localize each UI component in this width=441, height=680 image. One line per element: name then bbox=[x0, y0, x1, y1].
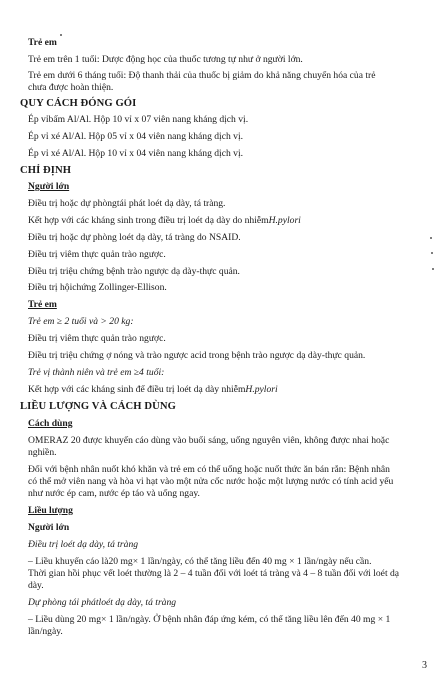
subheading-adults: Người lớn bbox=[28, 181, 70, 192]
packaging-item: Ép vỉbấm Al/Al. Hộp 10 vỉ x 07 viên nang kháng dịch vị. bbox=[28, 114, 249, 125]
indication-item: Điều trị hoặc dự phòng loét dạ dày, tá tràng do NSAID. bbox=[28, 232, 241, 243]
subheading-administration: Cách dùng bbox=[28, 418, 73, 429]
dosage-topic: Dự phòng tái phátloét dạ dày, tá tràng bbox=[28, 597, 177, 608]
dosage-item: – Liều khuyến cáo là20 mg× 1 lần/ngày, có thể tăng liều đến 40 mg × 1 lần/ngày nếu cần. bbox=[28, 556, 372, 567]
paragraph: Trẻ em trên 1 tuổi: Dược động học của thuốc tương tự như ở người lớn. bbox=[28, 54, 303, 65]
paragraph: có thể mở viên nang và hòa vi hạt vào một nửa cốc nước hoặc một lượng nước có tính acid yếu bbox=[28, 476, 394, 487]
paragraph: OMERAZ 20 được khuyến cáo dùng vào buổi sáng, uống nguyên viên, không được nhai hoặc bbox=[28, 435, 390, 446]
dosage-topic: Điều trị loét dạ dày, tá tràng bbox=[28, 539, 139, 550]
indication-item: Điều trị hoặc dự phòngtái phát loét dạ dày, tá tràng. bbox=[28, 198, 226, 209]
paragraph: chưa được hoàn thiện. bbox=[28, 82, 114, 93]
scan-speck bbox=[60, 34, 62, 36]
scan-speck bbox=[430, 237, 432, 239]
dosage-item: Thời gian hồi phục vết loét thường là 2 – 4 tuần đối với loét tá tràng và 4 – 8 tuần đối với loét dạ bbox=[28, 568, 400, 579]
indication-item: Điều trị hộichứng Zollinger-Ellison. bbox=[28, 282, 167, 293]
scan-speck bbox=[431, 252, 433, 254]
scan-speck bbox=[432, 268, 434, 270]
page-number: 3 bbox=[422, 660, 427, 671]
indication-item: Kết hợp với các kháng sinh trong điều trị loét dạ dày do nhiễmH.pylori bbox=[28, 215, 301, 226]
subheading-dosage: Liều lượng bbox=[28, 505, 73, 516]
age-criterion: Trẻ em ≥ 2 tuổi và > 20 kg: bbox=[28, 316, 134, 327]
dosage-item: – Liều dùng 20 mg× 1 lần/ngày. Ở bệnh nhân đáp ứng kém, có thể tăng liều lên đến 40 mg × 1 bbox=[28, 614, 391, 625]
indication-item: Điều trị triệu chứng ợ nóng và trào ngược acid trong bệnh trào ngược dạ dày-thực quản. bbox=[28, 350, 366, 361]
paragraph: nghiền. bbox=[28, 447, 57, 458]
indication-item: Điều trị triệu chứng bệnh trào ngược dạ dày-thực quản. bbox=[28, 266, 240, 277]
age-criterion: Trẻ vị thành niên và trẻ em ≥4 tuổi: bbox=[28, 367, 165, 378]
subheading-children: Trẻ em bbox=[28, 299, 57, 310]
section-heading-packaging: QUY CÁCH ĐÓNG GÓI bbox=[20, 98, 137, 109]
packaging-item: Ép vỉ xé Al/Al. Hộp 10 vỉ x 04 viên nang kháng dịch vị. bbox=[28, 148, 244, 159]
heading-children-pk: Trẻ em bbox=[28, 37, 57, 48]
paragraph: như nước ép cam, nước ép táo và uống ngay. bbox=[28, 488, 200, 499]
subheading-adults: Người lớn bbox=[28, 522, 70, 533]
packaging-item: Ép vỉ xé Al/Al. Hộp 05 vỉ x 04 viên nang kháng dịch vị. bbox=[28, 131, 244, 142]
paragraph: Trẻ em dưới 6 tháng tuổi: Độ thanh thải của thuốc bị giảm do khả năng chuyển hóa của trẻ bbox=[28, 70, 376, 81]
indication-item: Điều trị viêm thực quản trào ngược. bbox=[28, 249, 166, 260]
dosage-item: lần/ngày. bbox=[28, 626, 63, 637]
paragraph: Đối với bệnh nhân nuốt khó khăn và trẻ em có thể uống hoặc nuốt thức ăn bán rắn: Bệnh nhân bbox=[28, 464, 390, 475]
indication-item: Kết hợp với các kháng sinh để điều trị loét dạ dày nhiễmH.pylori bbox=[28, 384, 278, 395]
section-heading-dosage: LIỀU LƯỢNG VÀ CÁCH DÙNG bbox=[20, 401, 176, 412]
dosage-item: dày. bbox=[28, 580, 44, 591]
section-heading-indications: CHỈ ĐỊNH bbox=[20, 165, 72, 176]
indication-item: Điều trị viêm thực quản trào ngược. bbox=[28, 333, 166, 344]
